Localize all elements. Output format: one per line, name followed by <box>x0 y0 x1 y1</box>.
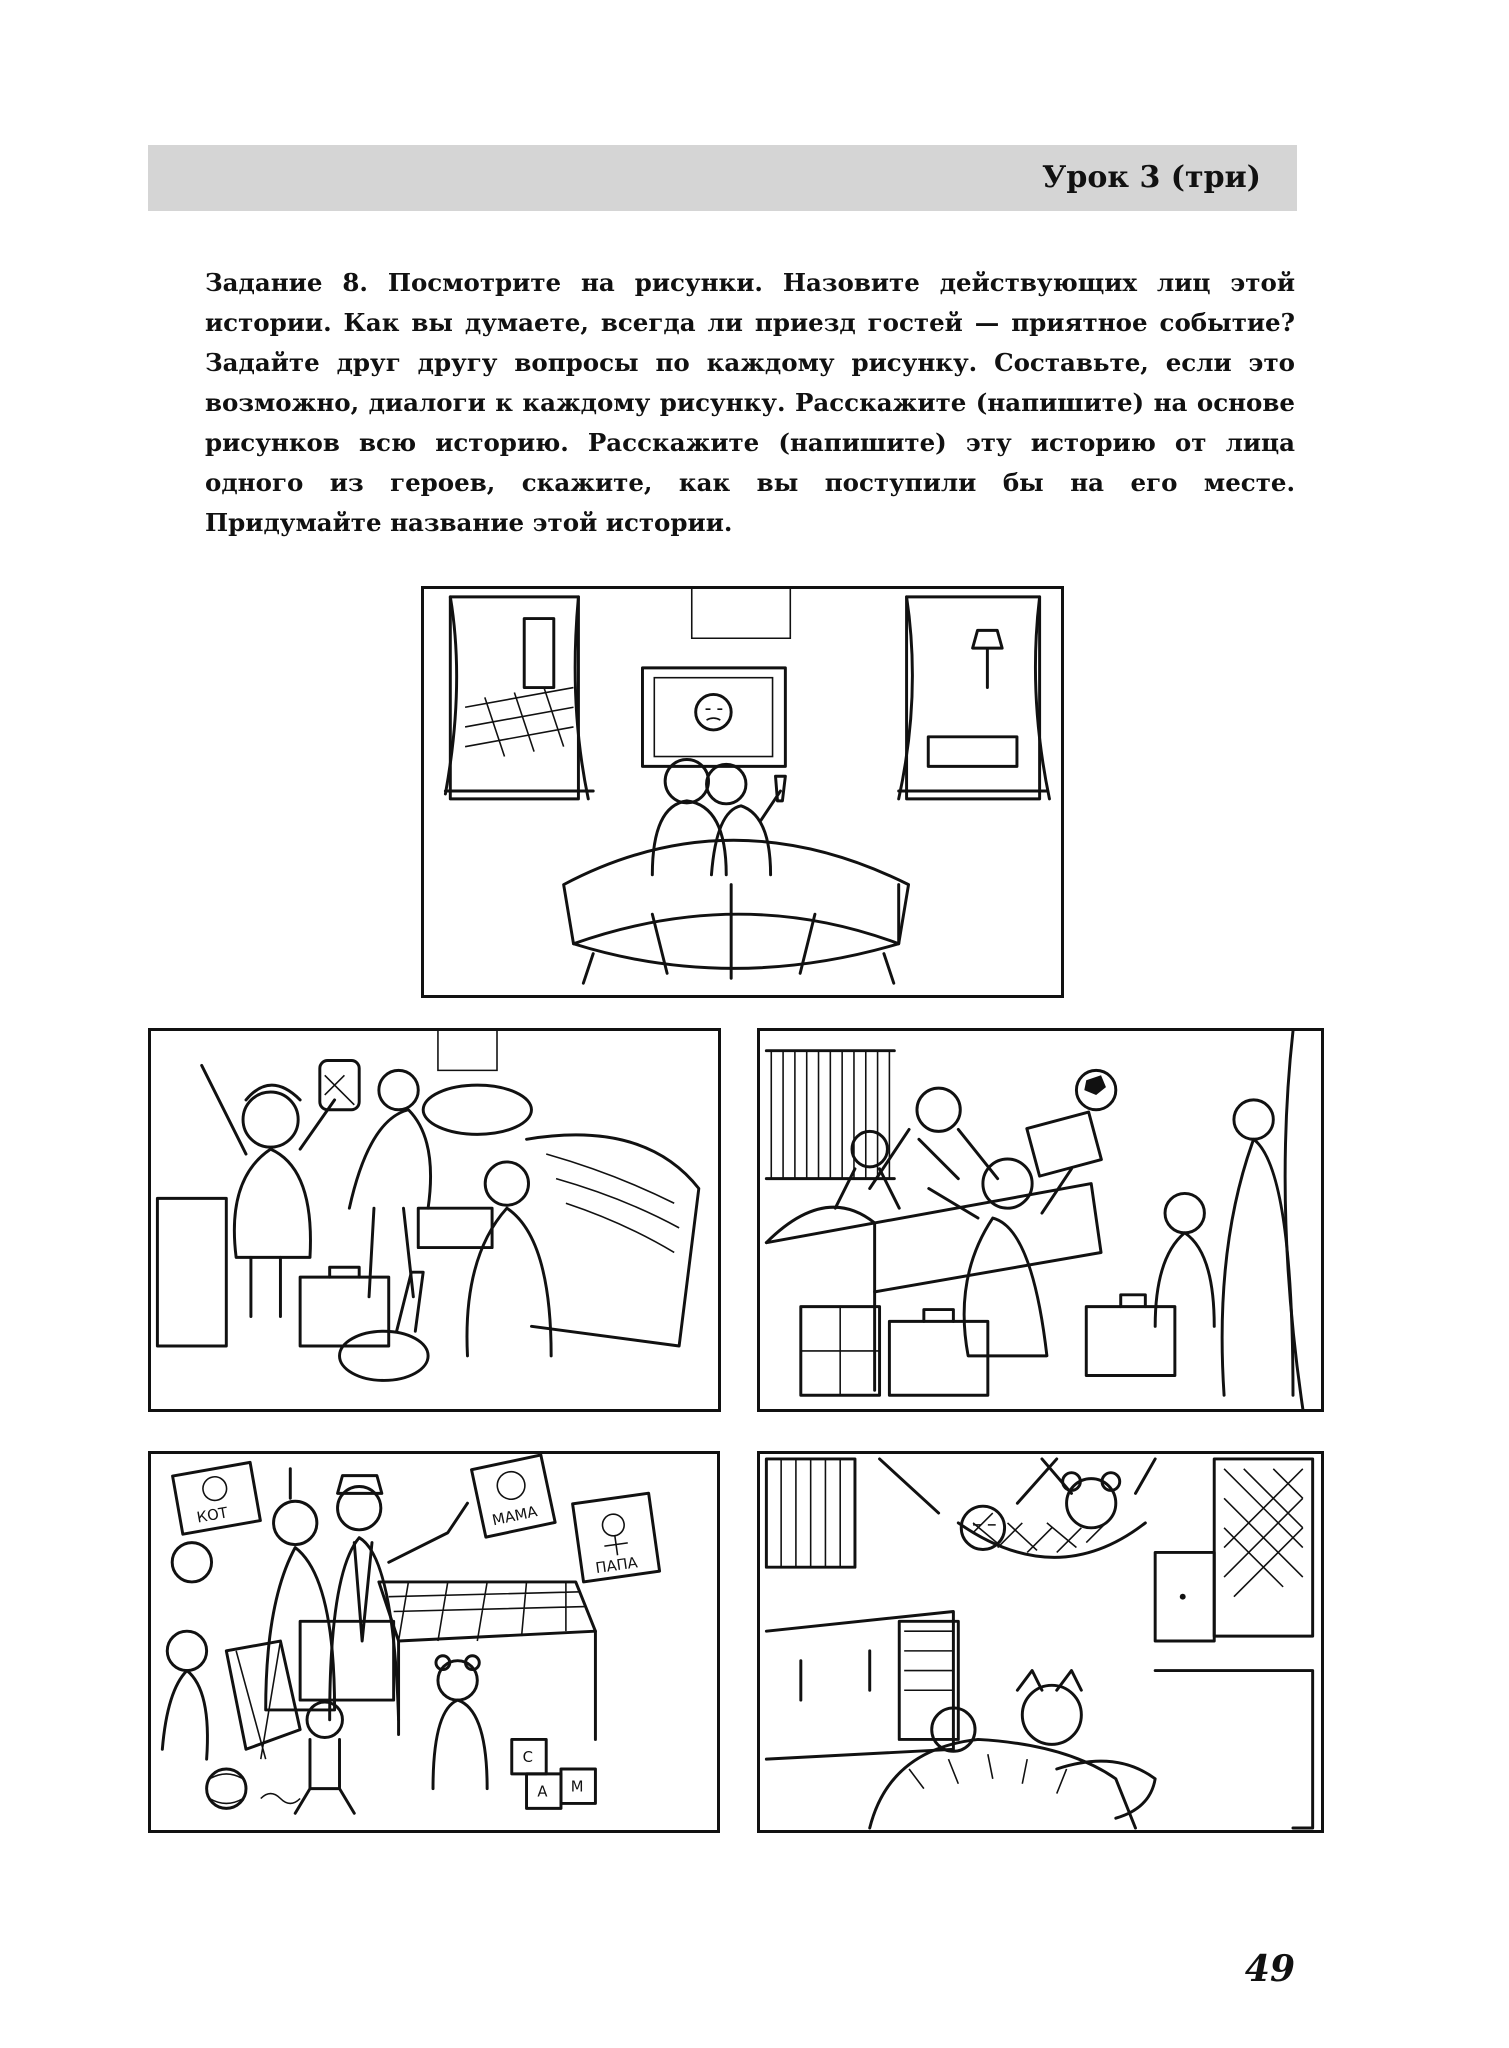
chaos-at-home-drawing <box>760 1031 1321 1409</box>
illustration-guests-arriving <box>148 1028 721 1412</box>
lesson-header-bar <box>148 145 1297 211</box>
illustration-chaos-at-home <box>757 1028 1324 1412</box>
task-text: Задание 8. Посмотрите на рисунки. Назовите действующих лиц этой истории. Как вы думаете, всегда ли приезд гостей — приятное событие? Задайте друг другу вопросы по каждому рисунку. Составьте, если это возможно, диалоги к каждому рисунку. Расскажите (напишите) на основе рисунков всю историю. Расскажите (напишите) эту историю от лица одного из героев, скажите, как вы поступили бы на его месте. Придумайте название этой истории. <box>205 268 1295 537</box>
drawing-label-mama: МАМА <box>490 1503 539 1530</box>
page-number: 49 <box>1244 1948 1295 1990</box>
block-letter-a: А <box>537 1783 548 1801</box>
lesson-title: Урок 3 (три) <box>1042 160 1261 195</box>
illustration-family-and-toys <box>148 1451 720 1833</box>
block-letter-c: С <box>522 1749 533 1767</box>
hammock-kitchen-drawing <box>760 1454 1321 1830</box>
illustration-couple-on-sofa <box>421 586 1064 998</box>
guests-arriving-drawing <box>151 1031 718 1409</box>
drawing-label-cat: КОТ <box>195 1504 230 1527</box>
family-and-toys-drawing <box>151 1454 717 1830</box>
drawing-label-papa: ПАПА <box>594 1554 639 1578</box>
block-letter-m: М <box>570 1778 584 1796</box>
illustration-hammock-kitchen <box>757 1451 1324 1833</box>
couple-on-sofa-drawing <box>424 589 1061 995</box>
